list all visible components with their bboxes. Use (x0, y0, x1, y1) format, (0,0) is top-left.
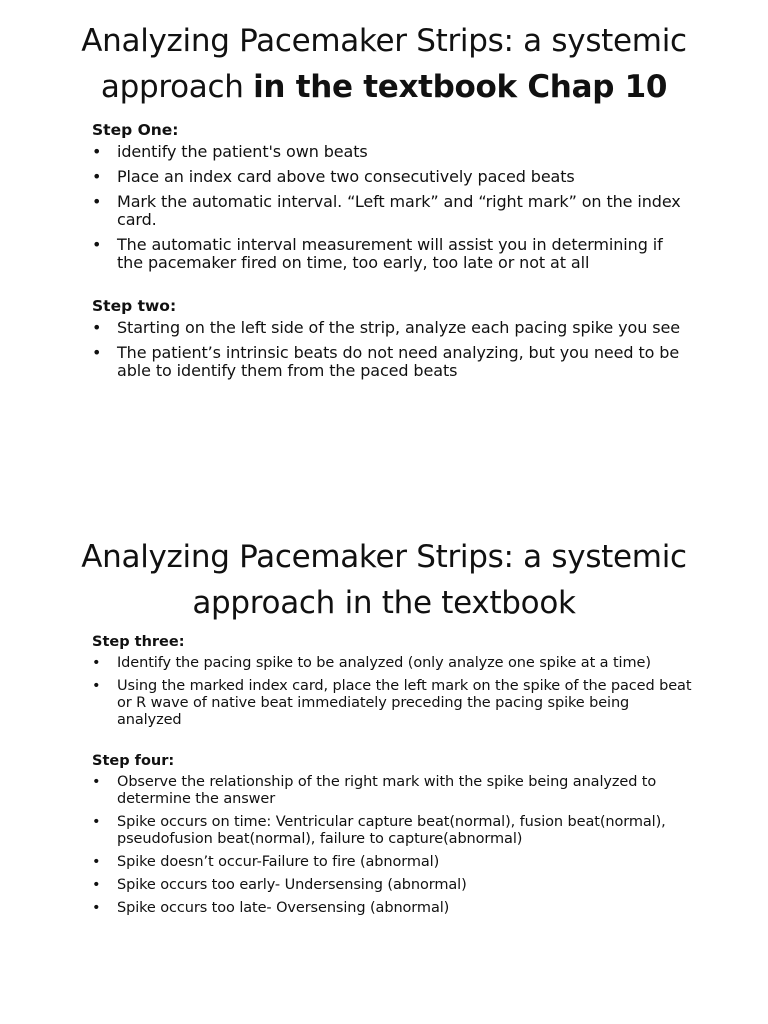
bullet-icon: • (92, 235, 102, 254)
slide-1-title-bold: in the textbook Chap 10 (253, 69, 668, 105)
bullet-icon: • (92, 877, 101, 893)
list-item (92, 814, 692, 848)
list-item (92, 900, 692, 917)
list-item (92, 143, 692, 161)
list-item (92, 678, 692, 729)
slide-2 (0, 512, 768, 1024)
bullet-icon: • (92, 318, 102, 337)
list-item (92, 877, 692, 894)
step-four-list (92, 774, 692, 917)
slide-2-content (92, 632, 692, 923)
list-item (92, 344, 692, 380)
list-item (92, 193, 692, 229)
slide-2-title: Analyzing Pacemaker Strips: a systemic approach in the textbook (81, 539, 687, 621)
slide-1-content (92, 120, 692, 387)
list-item-text: Spike occurs on time: Ventricular capture beat(normal), fusion beat(normal), pseudofusion beat(normal), failure to capture(abnormal) (117, 814, 666, 847)
list-item-text: Spike doesn’t occur-Failure to fire (abnormal) (117, 854, 440, 870)
list-item (92, 236, 692, 272)
list-item-text: Using the marked index card, place the left mark on the spike of the paced beat or R wave of native beat immediately preceding the pacing spike being analyzed (117, 678, 692, 728)
list-item (92, 319, 692, 337)
list-item (92, 854, 692, 871)
step-one-list (92, 143, 692, 272)
step-two-heading: Step two: (92, 297, 177, 315)
list-item-text: The patient’s intrinsic beats do not need analyzing, but you need to be able to identify them from the paced beats (117, 343, 680, 380)
list-item (92, 774, 692, 808)
bullet-icon: • (92, 814, 101, 830)
bullet-icon: • (92, 192, 102, 211)
bullet-icon: • (92, 167, 102, 186)
bullet-icon: • (92, 854, 101, 870)
list-item-text: The automatic interval measurement will assist you in determining if the pacemaker fired on time, too early, too late or not at all (117, 235, 663, 272)
list-item-text: identify the patient's own beats (117, 142, 368, 161)
list-item-text: Mark the automatic interval. “Left mark” and “right mark” on the index card. (117, 192, 681, 229)
list-item-text: Spike occurs too late- Oversensing (abnormal) (117, 900, 450, 916)
step-four-heading: Step four: (92, 753, 175, 769)
bullet-icon: • (92, 678, 101, 694)
bullet-icon: • (92, 655, 101, 671)
bullet-icon: • (92, 774, 101, 790)
step-three-list (92, 655, 692, 729)
bullet-icon: • (92, 900, 101, 916)
list-item-text: Observe the relationship of the right mark with the spike being analyzed to determine the answer (117, 774, 657, 807)
slide-1-title (40, 18, 728, 110)
list-item (92, 655, 692, 672)
bullet-icon: • (92, 343, 102, 362)
step-two-list (92, 319, 692, 380)
list-item-text: Place an index card above two consecutively paced beats (117, 167, 575, 186)
step-one-heading: Step One: (92, 121, 179, 139)
list-item-text: Starting on the left side of the strip, analyze each pacing spike you see (117, 318, 680, 337)
bullet-icon: • (92, 142, 102, 161)
list-item-text: Identify the pacing spike to be analyzed (only analyze one spike at a time) (117, 655, 651, 671)
slide-1-title-regular: Analyzing Pacemaker Strips: a systemic approach (81, 23, 687, 105)
list-item-text: Spike occurs too early- Undersensing (abnormal) (117, 877, 467, 893)
list-item (92, 168, 692, 186)
step-three-heading: Step three: (92, 634, 185, 650)
